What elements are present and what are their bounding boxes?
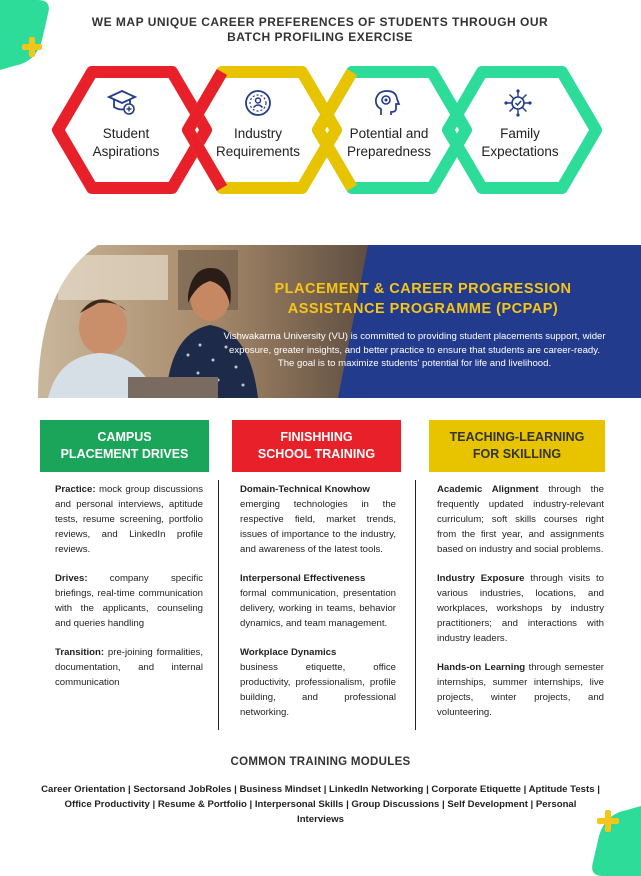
hex-label-potential-preparedness: Potential and Preparedness	[346, 126, 432, 159]
list-item: Workplace Dynamics business etiquette, office productivity, professionalism, profile building, and professional networking.	[240, 647, 396, 718]
list-item: Academic Alignment through the frequently updated industry-relevant curriculum; soft skills courses right from the first year, and assignments based on industry and social problems.	[437, 484, 604, 555]
heading-teaching-learning: TEACHING-LEARNING FOR SKILLING	[429, 420, 605, 472]
list-item: Transition: pre-joining formalities, documentation, and internal communication	[55, 647, 203, 688]
list-item: Drives: company specific briefings, real-time communication with the applicants, counseling and queries handling	[55, 573, 203, 629]
column-divider	[415, 480, 416, 730]
list-item: Industry Exposure through visits to various industries, locations, and workplaces, workshops by industry practitioners; and interactions with industry leaders.	[437, 573, 605, 644]
page-title-line2: BATCH PROFILING EXERCISE	[227, 30, 413, 44]
gear-head-icon	[372, 88, 402, 118]
list-item: Interpersonal Effectiveness formal communication, presentation delivery, working in teams, behavior dynamics, and team management.	[240, 573, 396, 629]
students-photo	[38, 245, 378, 398]
graduation-cap-icon	[107, 87, 137, 117]
pcpap-banner	[38, 245, 641, 398]
column-divider	[218, 480, 219, 730]
modules-title: COMMON TRAINING MODULES	[230, 756, 411, 768]
page-title-line1: WE MAP UNIQUE CAREER PREFERENCES OF STUDENTS THROUGH OUR	[91, 15, 549, 29]
hex-label-family-expectations: Family Expectations	[481, 126, 559, 159]
column-finishing-school	[240, 482, 396, 734]
user-badge-icon	[243, 88, 273, 118]
list-item: Domain-Technical Knowhow emerging technologies in the respective field, market trends, issues of importance to the industry, and awareness of the latest tools.	[240, 484, 396, 555]
network-icon	[503, 88, 533, 118]
hex-label-student-aspirations: Student Aspirations	[92, 126, 160, 159]
modules-list: Career Orientation | Sectorsand JobRoles | Business Mindset | LinkedIn Networking | Corporate Etiquette | Aptitude Tests | Office Productivity | Resume & Portfolio | Interpersonal Skills | Group Discussions | Self Development | Personal Interviews	[41, 784, 600, 825]
heading-campus-placement-drives: CAMPUS PLACEMENT DRIVES	[40, 420, 209, 472]
profiling-hexagons	[0, 60, 641, 200]
heading-finishing-school-training: FINISHHING SCHOOL TRAINING	[232, 420, 401, 472]
column-campus-placement	[55, 482, 203, 704]
list-item: Hands-on Learning through semester internships, summer internships, live projects, winter projects, and volunteering.	[437, 662, 604, 718]
banner-title: PLACEMENT & CAREER PROGRESSION ASSISTANCE PROGRAMME (PCPAP)	[274, 281, 572, 317]
list-item: Practice: mock group discussions and personal interviews, aptitude tests, resume screening, portfolio reviews, and LinkedIn profile reviews.	[55, 484, 203, 555]
column-teaching-learning	[437, 482, 604, 734]
hex-label-industry-requirements: Industry Requirements	[215, 126, 301, 159]
page-title	[70, 15, 570, 45]
banner-description: Vishwakarma University (VU) is committed to providing student placements support, wider exposure, greater insights, and better practice to ensure that students are career-ready. The goal is to maximize students' potential for life and livelihood.	[223, 331, 606, 369]
